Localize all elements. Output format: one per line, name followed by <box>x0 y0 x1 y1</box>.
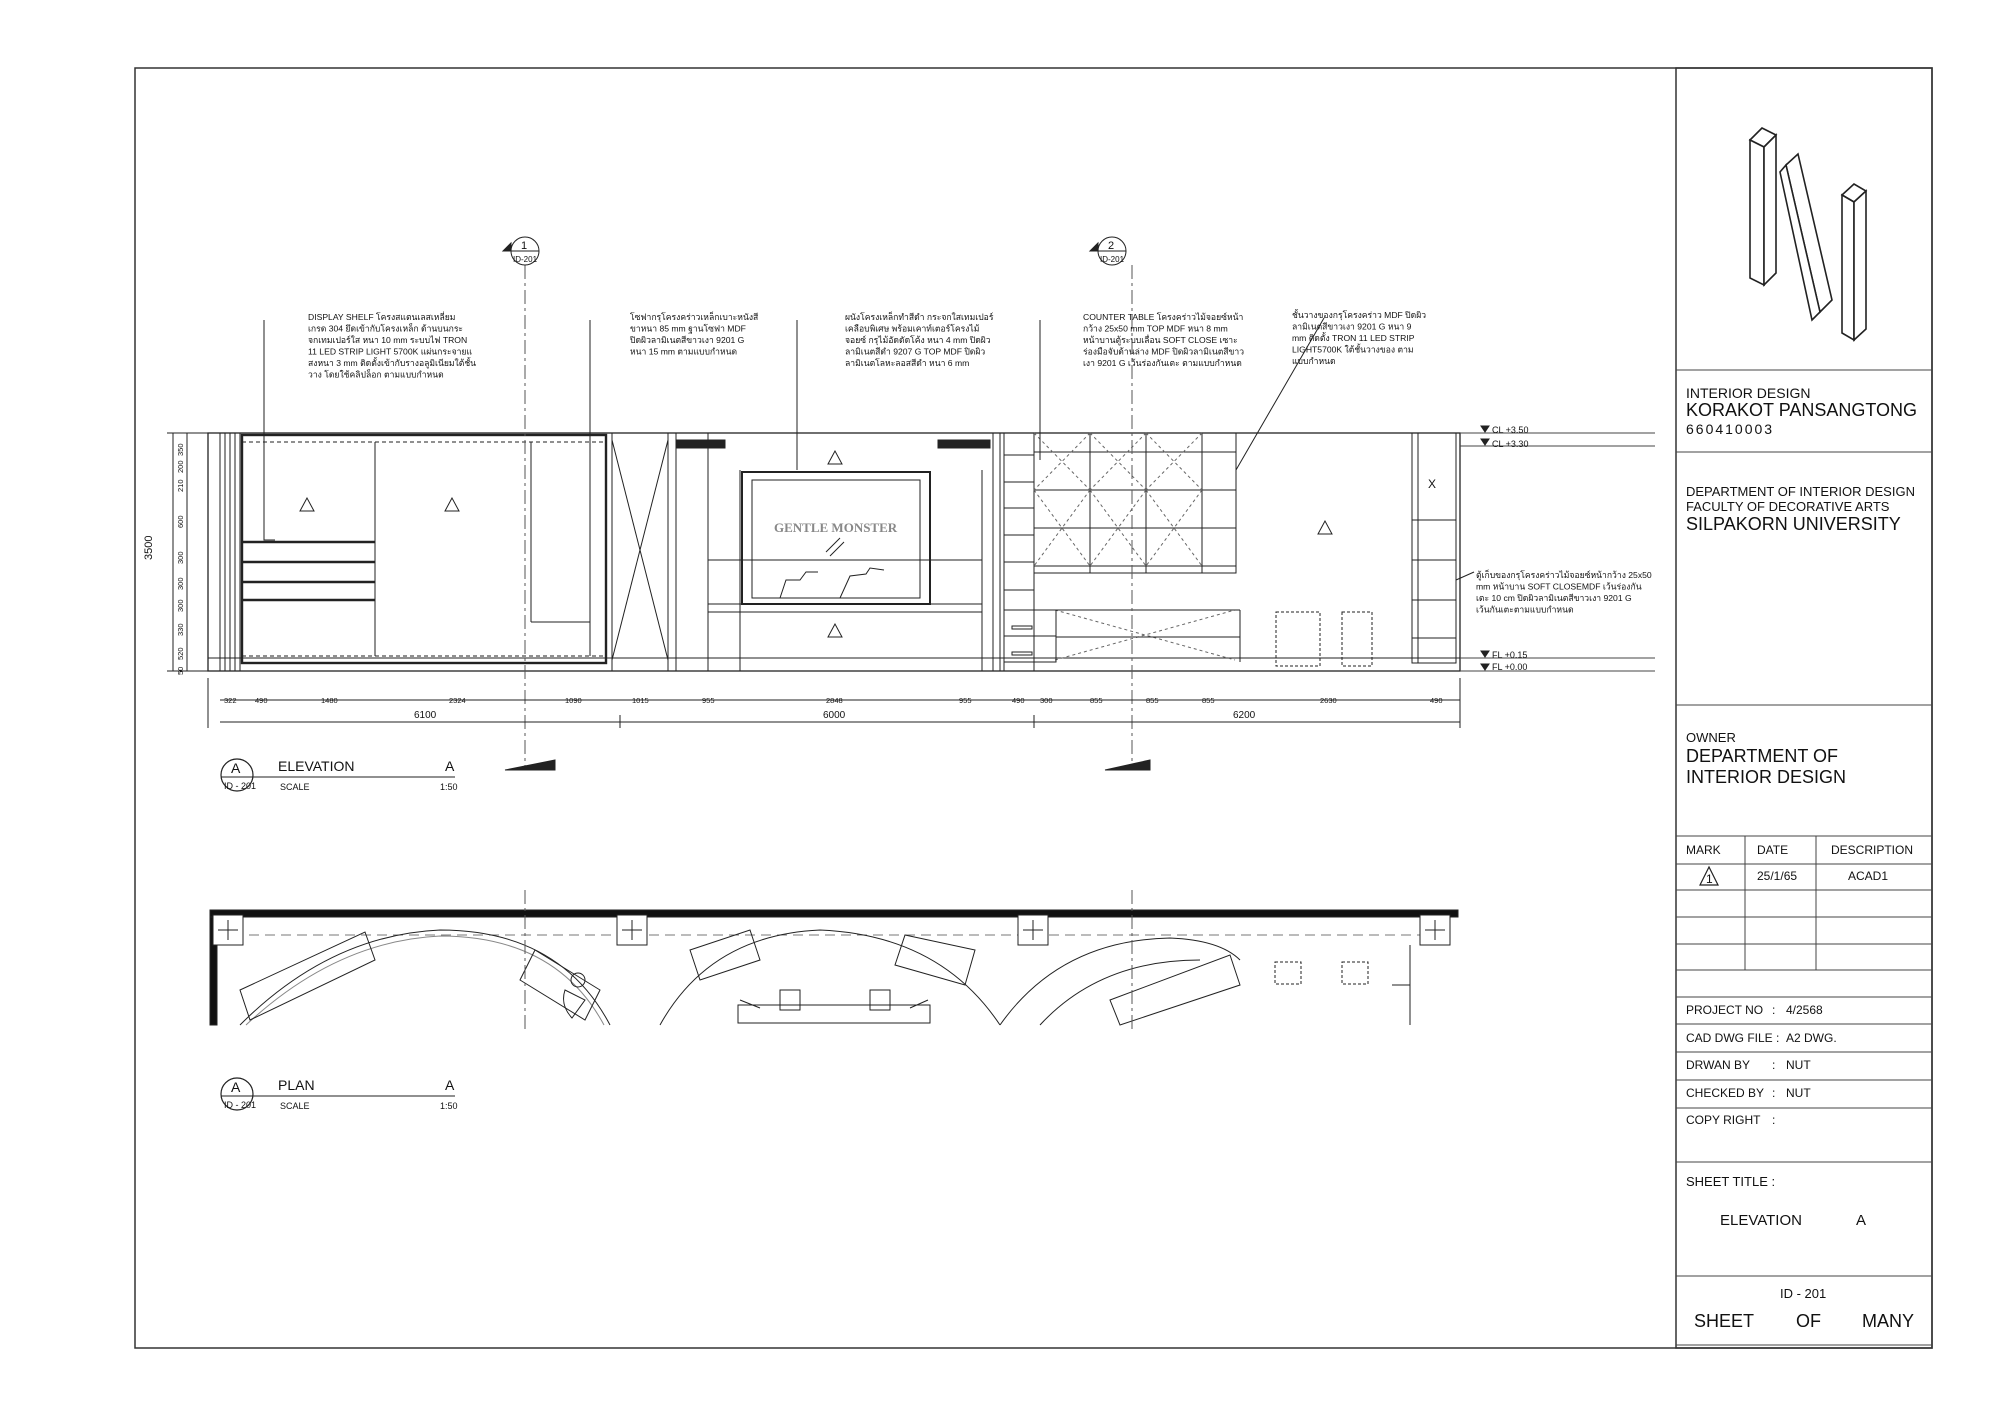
tb-university: SILPAKORN UNIVERSITY <box>1686 514 1901 534</box>
level-fl-000: FL +0.00 <box>1492 662 1528 672</box>
width-dim-label: 300 <box>1040 696 1053 705</box>
svg-text:ID - 201: ID - 201 <box>224 1100 257 1110</box>
svg-text:SCALE: SCALE <box>280 782 310 792</box>
height-dim-label: 520 <box>176 647 185 660</box>
svg-text:A: A <box>231 760 241 776</box>
svg-text:ID - 201: ID - 201 <box>224 781 257 791</box>
svg-text:1:50: 1:50 <box>440 1101 458 1111</box>
note-6-line: ตู้เก็บของกรุโครงคร่าวไม้จอยซ์หน้ากว้าง 25x50 <box>1476 570 1652 580</box>
note-4-line: ร่องมือจับด้านล่าง MDF ปิดผิวลามิเนตสีขาว <box>1083 346 1245 357</box>
tb-sheet-title-letter: A <box>1856 1212 1867 1229</box>
tb-colon-4: : <box>1772 1113 1776 1127</box>
note-2-line: โซฟากรุโครงคร่าวเหล็กเบาะหนังสี <box>630 312 759 322</box>
tb-cad-file: A2 DWG. <box>1786 1031 1837 1045</box>
level-cl-330: CL +3.30 <box>1492 439 1529 449</box>
width-dim-label: 1015 <box>632 696 649 705</box>
note-6-line: เว้นกันเตะตามแบบกำหนด <box>1476 604 1574 615</box>
width-dim-label: 1480 <box>321 696 338 705</box>
svg-text:PLAN: PLAN <box>278 1077 315 1093</box>
note-3-line: จอยซ์ กรุไม้อัดดัดโค้ง หนา 4 mm ปิดผิว <box>845 335 991 345</box>
sheet-border <box>135 68 1932 1348</box>
tb-colon-3: : <box>1772 1086 1776 1100</box>
note-3-line: เคลือบพิเศษ พร้อมเคาท์เตอร์โครงไม้ <box>845 323 980 334</box>
tb-owner-line1: DEPARTMENT OF <box>1686 746 1839 766</box>
tb-colon-1: : <box>1772 1003 1776 1017</box>
tb-header: INTERIOR DESIGN <box>1686 385 1811 401</box>
height-dim-labels <box>176 443 185 675</box>
note-6-line: เตะ 10 cm ปิดผิวลามิเนตสีขาวเงา 9201 G <box>1476 593 1632 603</box>
svg-text:SCALE: SCALE <box>280 1101 310 1111</box>
note-1-line: สงหนา 3 mm ติดตั้งเข้ากับรางอลูมิเนียมใต้ชั้น <box>308 358 477 368</box>
svg-text:1:50: 1:50 <box>440 782 458 792</box>
note-1-line: เกรด 304 ยึดเข้ากับโครงเหล็ก ด้านบนกระ <box>308 323 464 334</box>
grid-ref-2-number: 2 <box>1108 240 1115 252</box>
svg-text:A: A <box>445 1077 455 1093</box>
grid-ref-2-sheet: ID-201 <box>1100 255 1125 264</box>
svg-text:3500: 3500 <box>143 535 155 560</box>
width-dim-total: 6200 <box>1233 710 1256 721</box>
width-dim-label: 855 <box>1146 696 1159 705</box>
width-dim-label: 855 <box>1202 696 1215 705</box>
height-total <box>143 536 155 560</box>
grid-ref-1-number: 1 <box>521 240 528 252</box>
tb-colon-2: : <box>1772 1058 1776 1072</box>
height-dim-label: 350 <box>176 443 185 456</box>
svg-text:ELEVATION: ELEVATION <box>278 758 355 774</box>
tb-rev-desc: ACAD1 <box>1848 869 1889 883</box>
tb-sheet-title-label: SHEET TITLE : <box>1686 1174 1776 1189</box>
note-1-line: 11 LED STRIP LIGHT 5700K แผ่นกระจายแ <box>308 346 473 357</box>
tb-owner-label: OWNER <box>1686 730 1736 745</box>
note-4-line: หน้าบานตู้ระบบเลื่อน SOFT CLOSE เซาะ <box>1083 335 1238 345</box>
width-dim-totals <box>414 710 1256 721</box>
plan-drawing <box>210 890 1458 1030</box>
note-3-line: ผนังโครงเหล็กทำสีดำ กระจกใสเทมเปอร์ <box>845 312 994 322</box>
svg-text:X: X <box>1428 477 1437 491</box>
material-notes <box>308 308 1652 615</box>
tb-student-id: 660410003 <box>1686 421 1775 437</box>
height-dim-label: 300 <box>176 551 185 564</box>
width-dim-label: 490 <box>1012 696 1025 705</box>
tb-many-word: MANY <box>1862 1311 1915 1331</box>
height-dim-label: 600 <box>176 515 185 528</box>
sign-text: GENTLE MONSTER <box>774 520 898 535</box>
note-1-line: วาง โดยใช้คลิปล็อก ตามแบบกำหนด <box>308 369 444 380</box>
note-6-line: mm หน้าบาน SOFT CLOSEMDF เว้นร่องกัน <box>1476 581 1642 592</box>
width-dim-total: 6100 <box>414 710 437 721</box>
tb-of-word: OF <box>1796 1311 1821 1331</box>
level-cl-350: CL +3.50 <box>1492 425 1529 435</box>
tb-checked-by-label: CHECKED BY <box>1686 1086 1765 1100</box>
height-dim-label: 300 <box>176 599 185 612</box>
tb-project-no-label: PROJECT NO <box>1686 1003 1764 1017</box>
note-5-line: แบบกำหนด <box>1292 356 1336 366</box>
tb-drawn-by-label: DRWAN BY <box>1686 1058 1751 1072</box>
width-dim-label: 1090 <box>565 696 582 705</box>
tb-dept-line1: DEPARTMENT OF INTERIOR DESIGN <box>1686 484 1915 499</box>
width-dim-label: 2848 <box>826 696 843 705</box>
tb-designer: KORAKOT PANSANGTONG <box>1686 400 1918 420</box>
width-dim-label: 2630 <box>1320 696 1337 705</box>
height-dim-label: 300 <box>176 577 185 590</box>
logo-mark <box>1750 128 1866 340</box>
tb-sheet-title: ELEVATION <box>1720 1212 1802 1229</box>
width-dim-label: 490 <box>1430 696 1443 705</box>
tb-owner-line2: INTERIOR DESIGN <box>1686 767 1847 787</box>
note-4-line: กว้าง 25x50 mm TOP MDF หนา 8 mm <box>1083 323 1228 334</box>
svg-text:A: A <box>231 1079 241 1095</box>
note-2-line: ขาหนา 85 mm ฐานโซฟา MDF <box>630 323 746 334</box>
grid-ref-1-sheet: ID-201 <box>513 255 538 264</box>
tb-project-no: 4/2568 <box>1786 1003 1823 1017</box>
height-dim-label: 210 <box>176 479 185 492</box>
width-dim-label: 955 <box>959 696 972 705</box>
tb-cad-file-label: CAD DWG FILE : <box>1686 1031 1780 1045</box>
note-5-line: mm ติดตั้ง TRON 11 LED STRIP <box>1292 333 1415 343</box>
height-dim-label: 330 <box>176 623 185 636</box>
tb-drawn-by: NUT <box>1786 1058 1811 1072</box>
width-dim-label: 955 <box>702 696 715 705</box>
tb-checked-by: NUT <box>1786 1086 1811 1100</box>
height-dim-label: 50 <box>176 666 185 675</box>
note-3-line: ลามิเนตโลหะลอสสีดำ หนา 6 mm <box>845 358 970 368</box>
width-dim-label: 2324 <box>449 696 466 705</box>
tb-copyright-label: COPY RIGHT <box>1686 1113 1761 1127</box>
elevation-label <box>221 758 458 792</box>
level-fl-015: FL +0.15 <box>1492 650 1528 660</box>
plan-label <box>221 1077 458 1111</box>
note-4-line: COUNTER TABLE โครงคร่าวไม้จอยซ์หน้า <box>1083 312 1244 322</box>
note-4-line: เงา 9201 G เว้นร่องกันเตะ ตามแบบกำหนด <box>1083 358 1242 368</box>
tb-rev-mark: 1 <box>1706 872 1713 886</box>
width-dim-label: 322 <box>224 696 237 705</box>
note-2-line: หนา 15 mm ตามแบบกำหนด <box>630 346 738 357</box>
width-dim-label: 490 <box>255 696 268 705</box>
height-dim-label: 200 <box>176 460 185 473</box>
svg-text:A: A <box>445 758 455 774</box>
note-2-line: ปิดผิวลามิเนตสีขาวเงา 9201 G <box>630 335 745 345</box>
note-5-line: ลามิเนตสีขาวเงา 9201 G หนา 9 <box>1292 321 1412 332</box>
note-1-line: DISPLAY SHELF โครงสแตนเลสเหลี่ยม <box>308 312 456 322</box>
tb-rev-date: 25/1/65 <box>1757 869 1798 883</box>
note-1-line: จกเทมเปอร์ใส หนา 10 mm ระบบไฟ TRON <box>308 335 468 345</box>
tb-sheet-id: ID - 201 <box>1780 1286 1827 1301</box>
tb-dept-line2: FACULTY OF DECORATIVE ARTS <box>1686 499 1890 514</box>
tb-rev-mark-header: MARK <box>1686 843 1721 857</box>
note-3-line: ลามิเนตสีดำ 9207 G TOP MDF ปิดผิว <box>845 346 986 357</box>
tb-rev-desc-header: DESCRIPTION <box>1831 843 1914 857</box>
note-5-line: LIGHT5700K ใต้ชั้นวางของ ตาม <box>1292 344 1414 355</box>
tb-rev-date-header: DATE <box>1757 843 1789 857</box>
note-5-line: ชั้นวางของกรุโครงคร่าว MDF ปิดผิว <box>1292 310 1427 320</box>
width-dim-label: 855 <box>1090 696 1103 705</box>
width-dim-total: 6000 <box>823 710 846 721</box>
tb-sheet-word: SHEET <box>1694 1311 1755 1331</box>
